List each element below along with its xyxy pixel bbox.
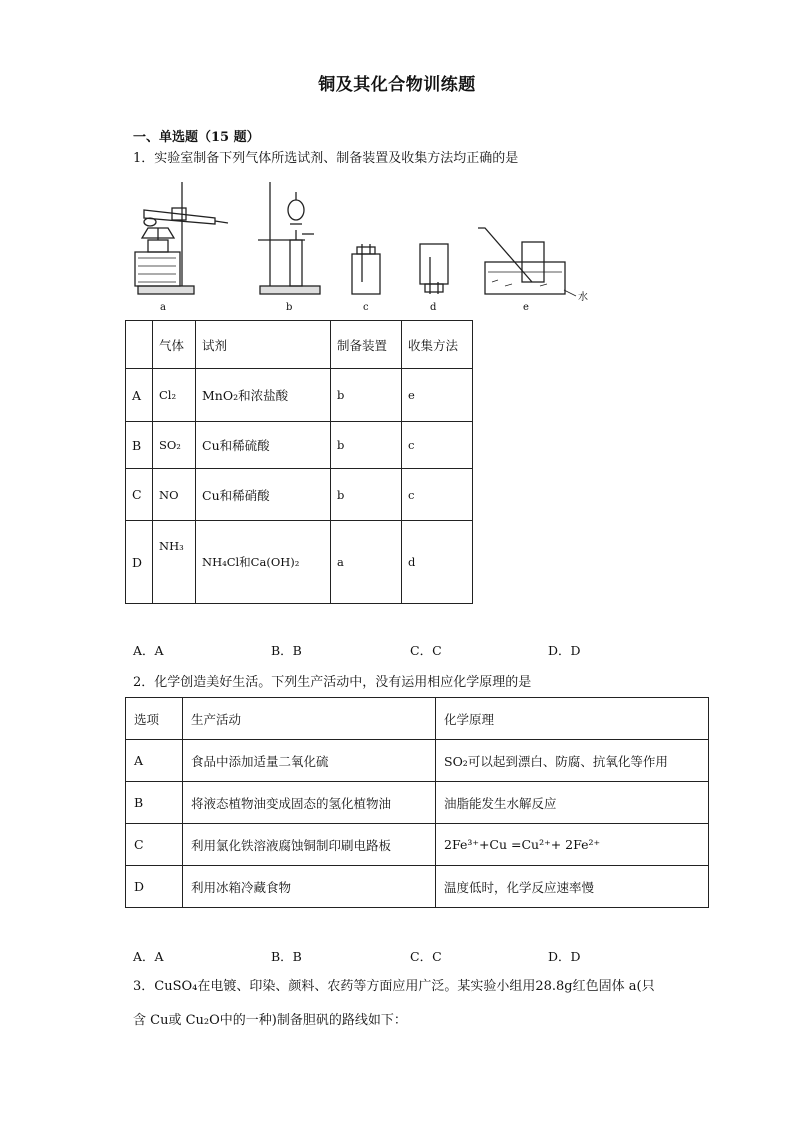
table-header-row bbox=[126, 321, 473, 369]
gas-cell: NO bbox=[153, 469, 196, 521]
reagent-cell: NH₄Cl和Ca(OH)₂ bbox=[196, 521, 331, 604]
table-row bbox=[126, 824, 709, 866]
section-heading: 一、单选题（15 题） bbox=[133, 130, 260, 145]
table-header-cell: 制备装置 bbox=[331, 321, 402, 369]
option-a[interactable]: A．A bbox=[133, 949, 164, 964]
question-1-table bbox=[125, 320, 473, 604]
principle-cell: 2Fe³⁺+Cu =Cu²⁺+ 2Fe²⁺ bbox=[436, 824, 709, 866]
table-header-cell: 收集方法 bbox=[402, 321, 473, 369]
table-header-cell: 化学原理 bbox=[436, 698, 709, 740]
option-cell: D bbox=[126, 866, 183, 908]
apparatus-label-a: a bbox=[160, 302, 166, 313]
table-row bbox=[126, 469, 473, 521]
activity-cell: 利用冰箱冷藏食物 bbox=[183, 866, 436, 908]
device-cell: b bbox=[331, 469, 402, 521]
question-2-table bbox=[125, 697, 709, 908]
activity-cell: 利用氯化铁溶液腐蚀铜制印刷电路板 bbox=[183, 824, 436, 866]
device-cell: b bbox=[331, 422, 402, 469]
collect-cell: d bbox=[402, 521, 473, 604]
gas-cell: NH₃ bbox=[153, 521, 196, 604]
option-d[interactable]: D．D bbox=[548, 643, 581, 658]
option-cell: A bbox=[126, 369, 153, 422]
option-cell: C bbox=[126, 469, 153, 521]
option-c[interactable]: C．C bbox=[410, 949, 442, 964]
table-row bbox=[126, 782, 709, 824]
table-row bbox=[126, 740, 709, 782]
principle-cell: 油脂能发生水解反应 bbox=[436, 782, 709, 824]
question-1-stem: 1．实验室制备下列气体所选试剂、制备装置及收集方法均正确的是 bbox=[133, 151, 519, 166]
table-row bbox=[126, 369, 473, 422]
reagent-cell: Cu和稀硫酸 bbox=[196, 422, 331, 469]
collect-cell: e bbox=[402, 369, 473, 422]
option-b[interactable]: B．B bbox=[271, 949, 302, 964]
device-cell: b bbox=[331, 369, 402, 422]
apparatus-label-d: d bbox=[430, 302, 437, 313]
option-cell: B bbox=[126, 782, 183, 824]
device-cell: a bbox=[331, 521, 402, 604]
option-c[interactable]: C．C bbox=[410, 643, 442, 658]
apparatus-label-e: e bbox=[523, 302, 529, 313]
option-cell: C bbox=[126, 824, 183, 866]
principle-cell: 温度低时，化学反应速率慢 bbox=[436, 866, 709, 908]
gas-cell: SO₂ bbox=[153, 422, 196, 469]
reagent-cell: Cu和稀硝酸 bbox=[196, 469, 331, 521]
water-label: 水 bbox=[578, 292, 588, 303]
collect-cell: c bbox=[402, 422, 473, 469]
principle-cell: SO₂可以起到漂白、防腐、抗氧化等作用 bbox=[436, 740, 709, 782]
question-2-stem: 2．化学创造美好生活。下列生产活动中，没有运用相应化学原理的是 bbox=[133, 675, 532, 690]
activity-cell: 食品中添加适量二氧化硫 bbox=[183, 740, 436, 782]
option-cell: D bbox=[126, 521, 153, 604]
activity-cell: 将液态植物油变成固态的氢化植物油 bbox=[183, 782, 436, 824]
page-title: 铜及其化合物训练题 bbox=[318, 75, 476, 95]
apparatus-label-b: b bbox=[286, 302, 293, 313]
table-row bbox=[126, 422, 473, 469]
question-3-line-2: 含 Cu或 Cu₂O中的一种)制备胆矾的路线如下： bbox=[133, 1013, 407, 1028]
option-a[interactable]: A．A bbox=[133, 643, 164, 658]
apparatus-figure bbox=[130, 182, 600, 317]
table-header-cell: 选项 bbox=[126, 698, 183, 740]
collect-cell: c bbox=[402, 469, 473, 521]
table-header-cell bbox=[126, 321, 153, 369]
option-cell: B bbox=[126, 422, 153, 469]
apparatus-label-c: c bbox=[363, 302, 369, 313]
table-header-row bbox=[126, 698, 709, 740]
gas-cell: Cl₂ bbox=[153, 369, 196, 422]
reagent-cell: MnO₂和浓盐酸 bbox=[196, 369, 331, 422]
table-row bbox=[126, 866, 709, 908]
table-row bbox=[126, 521, 473, 604]
table-header-cell: 生产活动 bbox=[183, 698, 436, 740]
table-header-cell: 气体 bbox=[153, 321, 196, 369]
option-d[interactable]: D．D bbox=[548, 949, 581, 964]
option-b[interactable]: B．B bbox=[271, 643, 302, 658]
option-cell: A bbox=[126, 740, 183, 782]
table-header-cell: 试剂 bbox=[196, 321, 331, 369]
question-3-line-1: 3．CuSO₄在电镀、印染、颜料、农药等方面应用广泛。某实验小组用28.8g红色固体 a(只 bbox=[133, 979, 655, 994]
